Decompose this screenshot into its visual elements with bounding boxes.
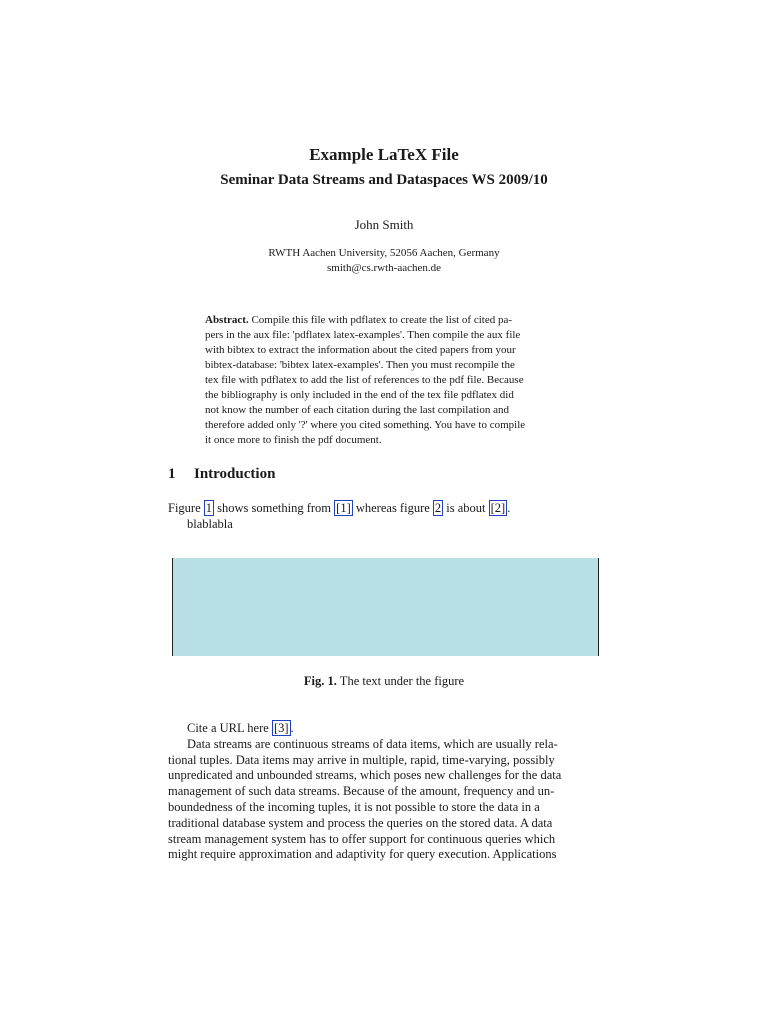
caption-label: Fig. 1.: [303, 674, 337, 688]
abstract-line: the bibliography is only included in the end of the tex file pdflatex did: [205, 389, 514, 401]
body-line: unpredicated and unbounded streams, which poses new challenges for the data: [168, 768, 562, 783]
body-line: traditional database system and process the queries on the stored data. A data: [168, 815, 553, 830]
affiliation-block: [0, 246, 768, 276]
section-number: 1: [168, 466, 176, 482]
email: smith@cs.rwth-aachen.de: [327, 262, 441, 274]
citation-link[interactable]: [1]: [336, 501, 351, 515]
paper-subtitle: Seminar Data Streams and Dataspaces WS 2009/10: [220, 172, 548, 188]
citation-link[interactable]: [2]: [490, 501, 506, 515]
abstract-line: not know the number of each citation during the last compilation and: [205, 404, 509, 416]
abstract-line: therefore added only '?' where you cited something. You have to compile: [205, 419, 526, 431]
intro-paragraph: [168, 500, 608, 532]
abstract-line: with bibtex to extract the information about the cited papers from your: [205, 344, 516, 356]
body-text: [168, 721, 603, 863]
abstract: [205, 313, 569, 448]
affiliation: RWTH Aachen University, 52056 Aachen, Germany: [268, 247, 500, 259]
body-line: stream management system has to offer support for continuous queries which: [168, 831, 556, 846]
abstract-line: it once more to finish the pdf document.: [205, 434, 382, 446]
body-line: tional tuples. Data items may arrive in multiple, rapid, time-varying, possibly: [168, 752, 555, 767]
abstract-line: tex file with pdflatex to add the list of references to the pdf file. Because: [205, 374, 524, 386]
abstract-label: Abstract.: [205, 314, 249, 326]
caption-text: The text under the figure: [336, 674, 465, 688]
citation-link[interactable]: [3]: [273, 721, 289, 735]
abstract-line: pers in the aux file: 'pdflatex latex-examples'. Then compile the aux file: [205, 329, 521, 341]
body-line: boundedness of the incoming tuples, it is not possible to store the data in a: [168, 799, 540, 814]
body-line: might require approximation and adaptivity for query execution. Applications: [168, 847, 557, 862]
paragraph: Data streams are continuous streams of data items, which are usually rela-: [187, 736, 558, 751]
body-line: management of such data streams. Because of the amount, frequency and un-: [168, 784, 555, 799]
figure-caption: [0, 674, 768, 689]
abstract-line: Abstract. Compile this file with pdflatex to create the list of cited pa-: [205, 314, 512, 326]
paragraph: Cite a URL here [3] .: [187, 721, 294, 735]
intro-line: blablabla: [187, 517, 233, 531]
paper-title: Example LaTeX File: [309, 145, 459, 164]
figure-ref-link[interactable]: 2: [434, 501, 442, 515]
section-heading: [168, 466, 275, 483]
intro-line: Figure 1 shows something from [1] whereas figure 2 is about [2] .: [168, 501, 511, 515]
abstract-line: bibtex-database: 'bibtex latex-examples'. Then you must recompile the: [205, 359, 515, 371]
figure-ref-link[interactable]: 1: [205, 501, 213, 515]
figure-placeholder: [172, 558, 599, 656]
section-title: Introduction: [194, 466, 276, 482]
author-name: John Smith: [354, 217, 414, 232]
